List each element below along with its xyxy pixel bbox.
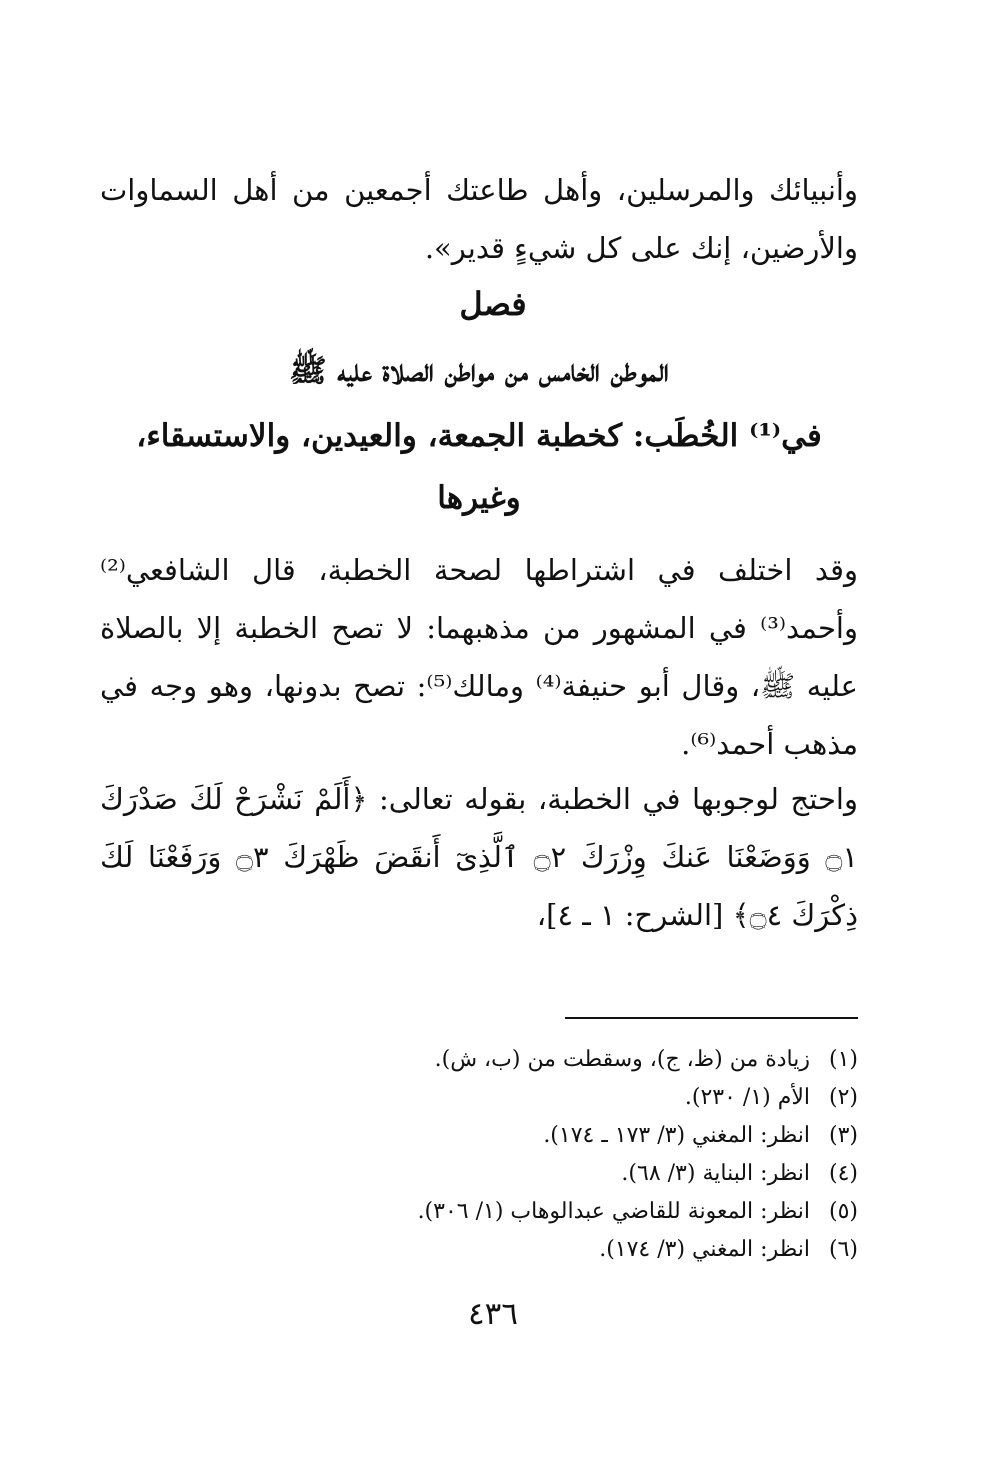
footnote-number: (٤) bbox=[828, 1161, 858, 1186]
section-label: فصل bbox=[459, 285, 527, 323]
footnote-text: انظر: المغني (٣/ ١٧٤). bbox=[599, 1237, 810, 1262]
footnote-number: (١) bbox=[828, 1047, 858, 1072]
footnote-number: (٢) bbox=[828, 1085, 858, 1110]
footnote-number: (٥) bbox=[828, 1199, 858, 1224]
page-number: ٤٣٦ bbox=[468, 1296, 518, 1332]
paragraph-2-lead: واحتج لوجوبها في الخطبة، بقوله تعالى: bbox=[367, 782, 858, 816]
footnote-text: الأم (١/ ٢٣٠). bbox=[684, 1085, 810, 1110]
body-paragraph-1: وقد اختلف في اشتراطها لصحة الخطبة، قال الشافعي⁽²⁾ وأحمد⁽³⁾ في المشهور من مذهبهما: لا تصح الخطبة إلا بالصلاة عليه ﷺ، وقال أبو حنيفة⁽⁴⁾ ومالك⁽⁵⁾: تصح بدونها، وهو وجه في مذهب أحمد⁽⁶⁾. bbox=[100, 553, 858, 761]
footnote-6 bbox=[100, 1231, 858, 1269]
footnote-2 bbox=[100, 1079, 858, 1117]
footnote-number: (٣) bbox=[828, 1123, 858, 1148]
intro-paragraph: وأنبيائك والمرسلين، وأهل طاعتك أجمعين من أهل السماوات والأرضين، إنك على كل شيءٍ قدير». bbox=[100, 173, 858, 265]
footnote-text: انظر: البناية (٣/ ٦٨). bbox=[621, 1161, 810, 1186]
footnote-5 bbox=[100, 1193, 858, 1231]
footnote-3 bbox=[100, 1117, 858, 1155]
footnote-text: انظر: المعونة للقاضي عبدالوهاب (١/ ٣٠٦). bbox=[417, 1199, 810, 1224]
footnote-4 bbox=[100, 1155, 858, 1193]
quran-quote: ﴿أَلَمْ نَشْرَحْ لَكَ صَدْرَكَ ۝١ وَوَضَعْنَا عَنكَ وِزْرَكَ ۝٢ ٱلَّذِىٓ أَنقَضَ ظَهْرَكَ ۝٣ وَرَفَعْنَا لَكَ ذِكْرَكَ ۝٤﴾ bbox=[100, 782, 858, 932]
footnote-number: (٦) bbox=[828, 1237, 858, 1262]
body-paragraph-2 bbox=[100, 770, 858, 944]
footnotes bbox=[100, 1041, 858, 1269]
quran-citation: [الشرح: ١ ـ ٤]، bbox=[536, 898, 724, 932]
footnote-text: انظر: المغني (٣/ ١٧٣ ـ ١٧٤). bbox=[543, 1123, 810, 1148]
footnote-divider bbox=[565, 1017, 858, 1019]
section-heading-line-2: في⁽¹⁾ الخُطَب: كخطبة الجمعة، والعيدين، والاستسقاء، وغيرها bbox=[136, 418, 822, 516]
footnote-1 bbox=[100, 1041, 858, 1079]
section-heading-line-1: الموطن الخامس من مواطن الصلاة عليه ﷺ bbox=[289, 353, 669, 389]
footnote-text: زيادة من (ظ، ج)، وسقطت من (ب، ش). bbox=[434, 1047, 810, 1072]
